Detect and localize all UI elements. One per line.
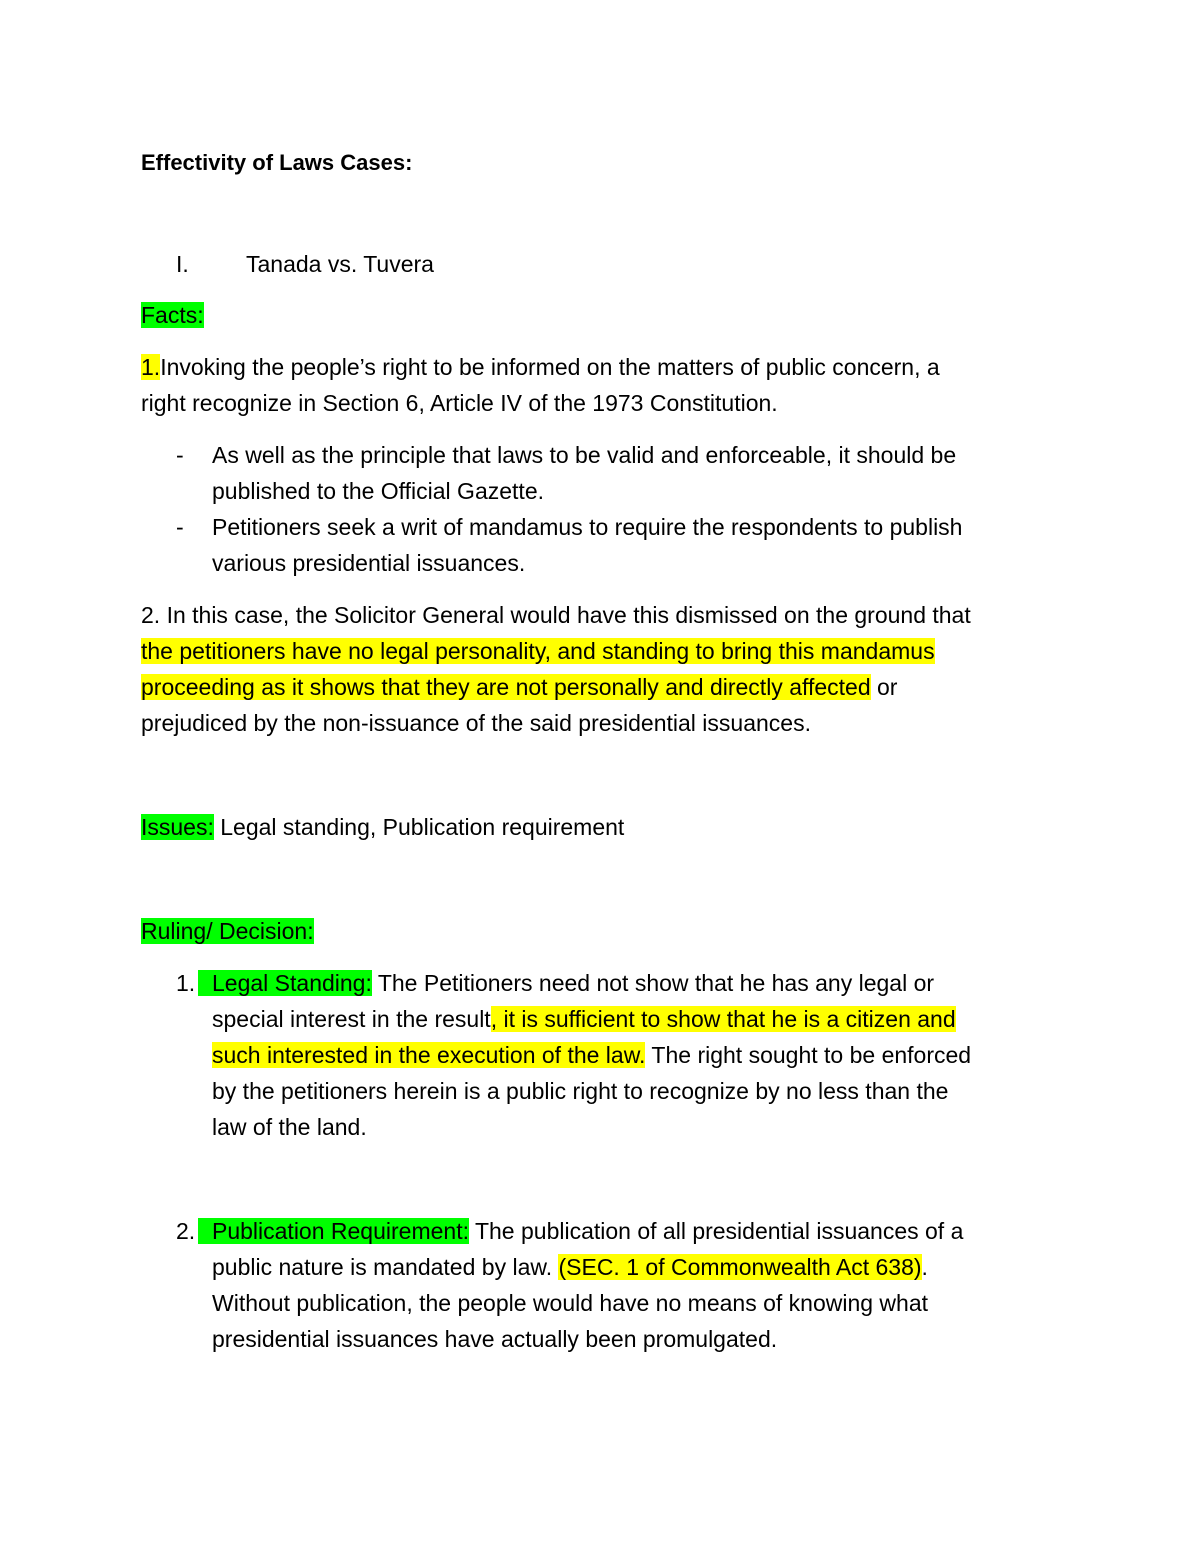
- ruling-item2-line2: [212, 1253, 928, 1281]
- ruling-item2-highlight: (SEC. 1 of Commonwealth Act 638): [558, 1254, 922, 1280]
- ruling-item1-line3: [212, 1041, 971, 1069]
- facts-item1-number: 1.: [141, 354, 161, 380]
- ruling-item1-line1: [176, 969, 934, 997]
- facts-bullet-1-line2: published to the Official Gazette.: [212, 478, 544, 504]
- facts-item2-line1: 2. In this case, the Solicitor General would have this dismissed on the ground that: [141, 602, 971, 628]
- ruling-label: Ruling/ Decision:: [141, 918, 314, 944]
- facts-item2-line2: [141, 637, 935, 665]
- facts-item1-text: Invoking the people’s right to be informed on the matters of public concern, a: [160, 354, 940, 380]
- issues-text: Legal standing, Publication requirement: [213, 814, 625, 840]
- facts-item2-line3: [141, 673, 897, 701]
- facts-heading: [141, 301, 204, 329]
- facts-item1-line1: [141, 353, 940, 381]
- bullet-text: Petitioners seek a writ of mandamus to require the respondents to publish: [212, 514, 963, 540]
- ruling-item1-line4: by the petitioners herein is a public right to recognize by no less than the: [212, 1078, 949, 1104]
- ruling-item1-line5: law of the land.: [212, 1114, 367, 1140]
- facts-bullet-2-line1: [176, 513, 962, 541]
- ruling-item2-text: public nature is mandated by law.: [212, 1254, 559, 1280]
- ruling-item2-line3: Without publication, the people would have no means of knowing what: [212, 1290, 929, 1316]
- bullet-text: As well as the principle that laws to be valid and enforceable, it should be: [212, 442, 957, 468]
- document-title: Effectivity of Laws Cases:: [141, 150, 413, 175]
- facts-item2-highlight: proceeding as it shows that they are not personally and directly affected: [141, 674, 871, 700]
- ruling-item2-label: Publication Requirement:: [198, 1218, 469, 1244]
- ruling-item1-label: Legal Standing:: [198, 970, 372, 996]
- issues-label: Issues:: [141, 814, 214, 840]
- bullet-dash: -: [176, 442, 184, 468]
- ruling-heading: [141, 917, 314, 945]
- ruling-item2-text: .: [921, 1254, 928, 1280]
- facts-item2-highlight: the petitioners have no legal personality, and standing to bring this mandamus: [141, 638, 935, 664]
- ruling-item1-highlight: such interested in the execution of the law.: [212, 1042, 646, 1068]
- bullet-dash: -: [176, 514, 184, 540]
- ruling-item1-text: The right sought to be enforced: [645, 1042, 972, 1068]
- facts-item2-text: or: [870, 674, 898, 700]
- ruling-item2-line4: presidential issuances have actually been promulgated.: [212, 1326, 778, 1352]
- ruling-item1-text: special interest in the result: [212, 1006, 491, 1032]
- facts-label: Facts:: [141, 302, 204, 328]
- ruling-item2-text: The publication of all presidential issuances of a: [468, 1218, 964, 1244]
- facts-item2-line4: prejudiced by the non-issuance of the said presidential issuances.: [141, 710, 811, 736]
- facts-item1-line2: right recognize in Section 6, Article IV of the 1973 Constitution.: [141, 390, 778, 416]
- ruling-item1-line2: [212, 1005, 956, 1033]
- ruling-item1-text: The Petitioners need not show that he has any legal or: [371, 970, 935, 996]
- case-name: Tanada vs. Tuvera: [246, 251, 434, 277]
- ruling-item1-number: 1.: [176, 970, 196, 996]
- ruling-item2-number: 2.: [176, 1218, 196, 1244]
- facts-bullet-1-line1: [176, 441, 956, 469]
- case-heading: [176, 250, 434, 278]
- issues-line: [141, 813, 624, 841]
- case-numeral: I.: [176, 251, 189, 277]
- ruling-item1-highlight: , it is sufficient to show that he is a citizen and: [490, 1006, 956, 1032]
- facts-bullet-2-line2: various presidential issuances.: [212, 550, 526, 576]
- ruling-item2-line1: [176, 1217, 963, 1245]
